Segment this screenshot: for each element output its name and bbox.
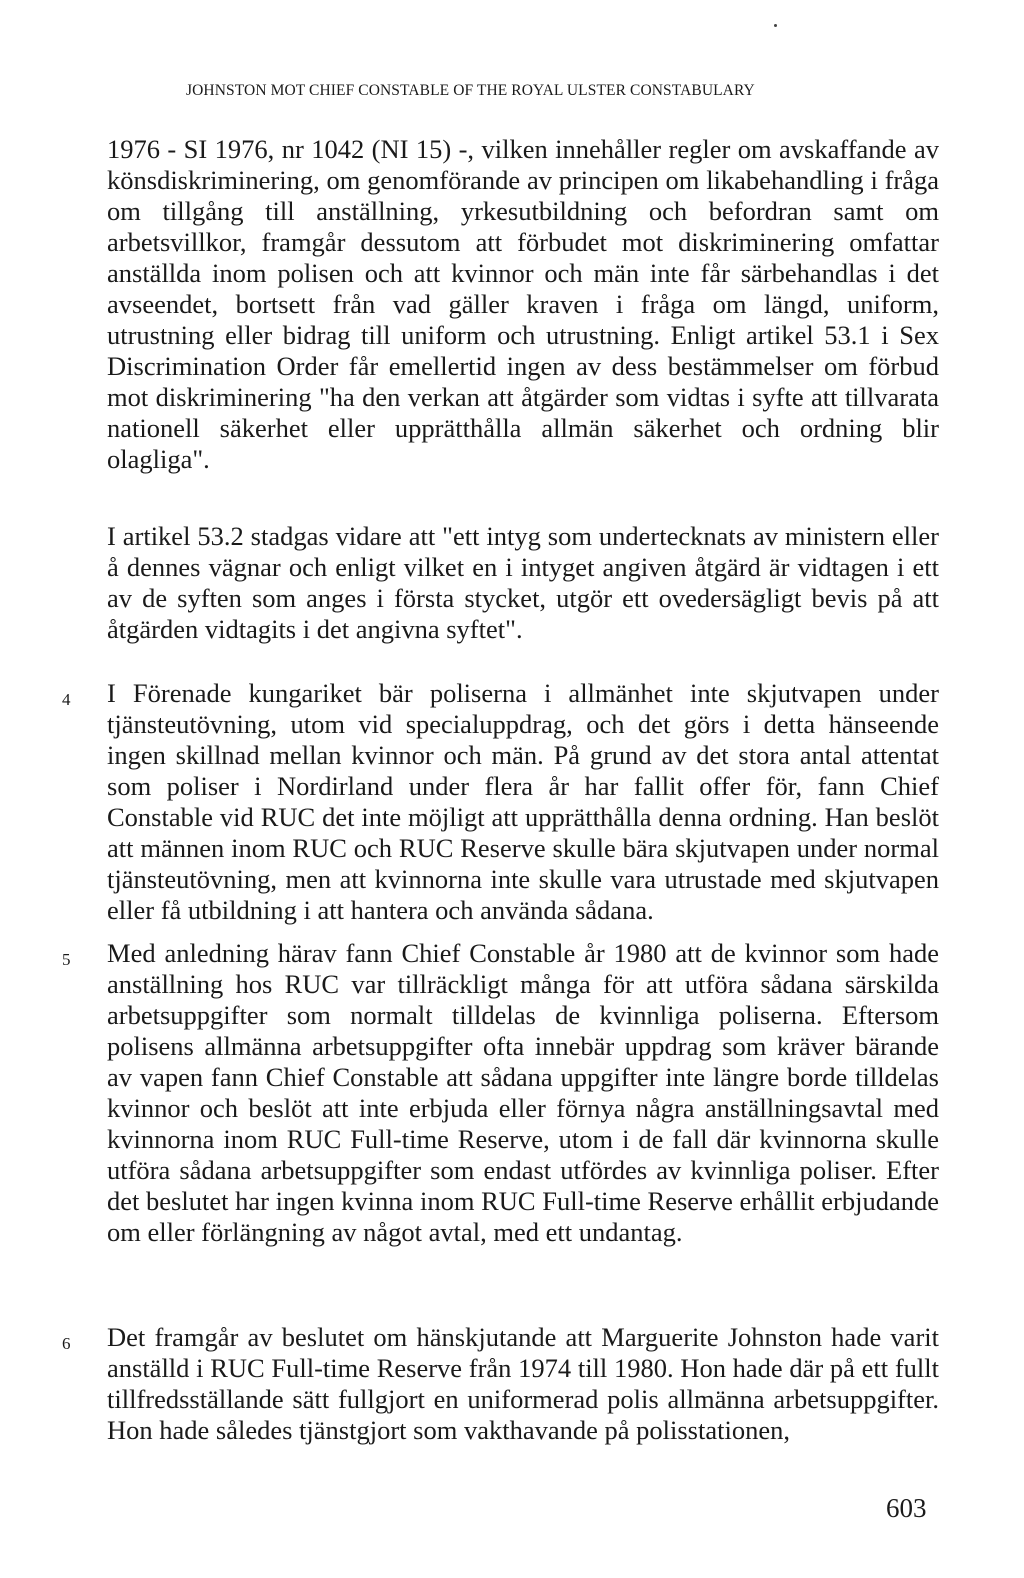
paragraph-number-6: 6 — [62, 1334, 71, 1353]
scan-speck — [774, 24, 777, 27]
paragraph-article-53-2: I artikel 53.2 stadgas vidare att "ett intyg som undertecknats av ministern eller å dennes vägnar och enligt vilket en i intyget angiven åtgärd är vidtagen i ett av de syften som anges i första stycket, utgör ett ovedersägligt bevis på att åtgärden vidtagits i det angivna syftet". — [107, 521, 939, 644]
paragraph-4: I Förenade kungariket bär poliserna i allmänhet inte skjutvapen under tjänsteutövning, utom vid specialuppdrag, och det görs i detta hänseende ingen skillnad mellan kvinnor och män. På grund av det stora antal attentat som poliser i Nordirland under flera år har fallit offer för, fann Chief Constable vid RUC det inte möjligt att upprätthålla denna ordning. Han beslöt att männen inom RUC och RUC Reserve skulle bära skjutvapen under normal tjänsteutövning, men att kvinnorna inte skulle vara utrustade med skjutvapen eller få utbildning i att hantera och använda sådana. — [107, 678, 939, 925]
page-number: 603 — [886, 1493, 927, 1523]
paragraph-6: Det framgår av beslutet om hänskjutande att Marguerite Johnston hade varit anställd i RUC Full-time Reserve från 1974 till 1980. Hon hade där på ett fullt tillfredsställande sätt fullgjort en uniformerad polis allmänna arbetsuppgifter. Hon hade således tjänstgjort som vakthavande på polisstationen, — [107, 1322, 939, 1445]
paragraph-number-4: 4 — [62, 690, 71, 709]
paragraph-5: Med anledning härav fann Chief Constable år 1980 att de kvinnor som hade anställning hos RUC var tillräckligt många för att utföra sådana särskilda arbetsuppgifter som normalt tilldelas de kvinnliga poliserna. Eftersom polisens allmänna arbetsuppgifter ofta innebär uppdrag som kräver bärande av vapen fann Chief Constable att sådana uppgifter inte längre borde tilldelas kvinnor och beslöt att inte erbjuda eller förnya några anställningsavtal med kvinnorna inom RUC Full-time Reserve, utom i de fall där kvinnorna skulle utföra sådana arbetsuppgifter som endast utfördes av kvinnliga poliser. Efter det beslutet har ingen kvinna inom RUC Full-time Reserve erhållit erbjudande om eller förlängning av något avtal, med ett undantag. — [107, 938, 939, 1247]
running-header: JOHNSTON MOT CHIEF CONSTABLE OF THE ROYAL ULSTER CONSTABULARY — [186, 82, 755, 99]
paragraph-number-5: 5 — [62, 950, 71, 969]
paragraph-continuation: 1976 - SI 1976, nr 1042 (NI 15) -, vilken innehåller regler om avskaffande av könsdiskriminering, om genomförande av principen om likabehandling i fråga om tillgång till anställning, yrkesutbildning och befordran samt om arbetsvillkor, framgår dessutom att förbudet mot diskriminering omfattar anställda inom polisen och att kvinnor och män inte får särbehandlas i det avseendet, bortsett från vad gäller kraven i fråga om längd, uniform, utrustning eller bidrag till uniform och utrustning. Enligt artikel 53.1 i Sex Discrimination Order får emellertid ingen av dess bestämmelser om förbud mot diskriminering "ha den verkan att åtgärder som vidtas i syfte att tillvarata nationell säkerhet eller upprätthålla allmän säkerhet och ordning blir olagliga". — [107, 134, 939, 474]
